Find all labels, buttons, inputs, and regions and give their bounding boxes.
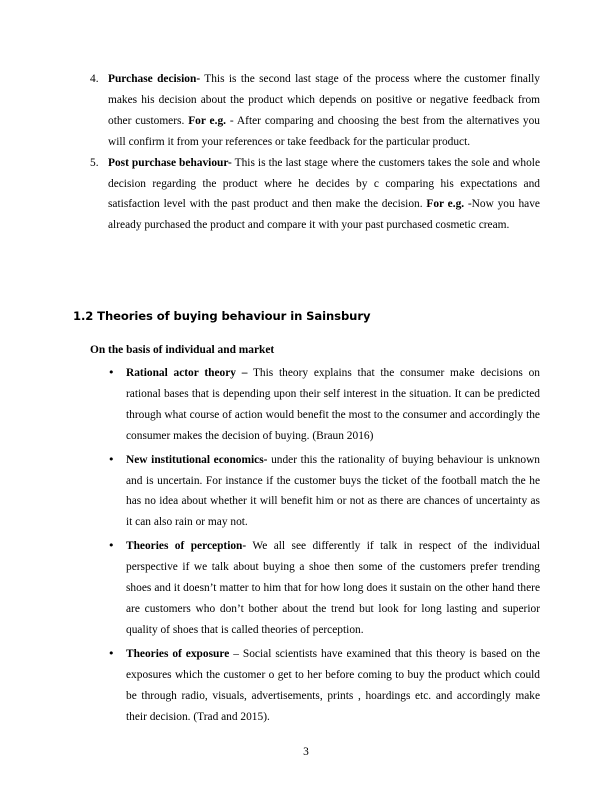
item-term: Post purchase behaviour- (108, 156, 232, 169)
bullet-text: This theory explains that the consumer make decisions on rational bases that is depending upon their self interest in the situation. It can be predicted through what course of action would benefit the most to the consumer and accordingly the consumer makes the decision of buying. (Braun 2016) (126, 367, 540, 442)
item-text: This is the last stage where the customers takes the sole and whole decision regarding the product where he decides by c comparing his expectations and satisfaction level with the past product and then make the decision. (108, 156, 540, 211)
bullet-text: We all see differently if talk in respect of the individual perspective if we talk about buying a shoe then some of the customers prefer trending shoes and it doesn’t matter to him that for how long does it sustain on the other hand there are customers who don’t bother about the trend but look for long lasting and superior quality of shoes that is called theories of perception. (126, 540, 540, 636)
bullet-term: Theories of perception- (126, 540, 247, 553)
bullet-item (108, 363, 540, 447)
bullet-icon: • (108, 366, 115, 379)
bullet-term: Theories of exposure (126, 647, 230, 660)
item-text: This is the second last stage of the process where the customer finally makes his decision about the product which depends on positive or negative feedback from other customers. (108, 73, 540, 127)
list-item (90, 153, 540, 237)
bullet-item (108, 450, 540, 534)
item-term: Purchase decision- (108, 73, 201, 85)
page-number: 3 (303, 746, 309, 758)
bullet-text: under this the rationality of buying behaviour is unknown and is uncertain. For instance if the customer buys the ticket of the football match the he has no idea about whether it will benefit him or not as there are chances of uncertainty as it can also rain or may not. (126, 453, 541, 529)
list-marker: 4. (90, 73, 99, 85)
list-item (90, 69, 540, 153)
subheading: On the basis of individual and market (90, 344, 275, 356)
numbered-list (90, 69, 540, 236)
bullet-icon: • (108, 646, 115, 660)
bullet-term: New institutional economics- (126, 453, 268, 466)
example-label: For e.g. (426, 198, 465, 211)
example-label: For e.g. (188, 114, 227, 127)
list-marker: 5. (90, 156, 99, 169)
bullet-icon: • (108, 452, 115, 466)
bullet-term: Rational actor theory – (126, 367, 248, 379)
item-text: - After comparing and choosing the best from the alternatives you will confirm it from your references or take feedback for the particular product. (108, 114, 540, 148)
bullet-icon: • (108, 539, 115, 553)
bullet-item (108, 536, 540, 641)
bullet-list (108, 363, 540, 730)
bullet-text: – Social scientists have examined that this theory is based on the exposures which the customer o get to her before coming to buy the product which could be through radio, visuals, advertisements, prints , hoardings etc. and accordingly make their decision. (Trad and 2015). (126, 647, 541, 723)
item-text: -Now you have already purchased the product and compare it with your past purchased cosmetic cream. (108, 198, 540, 232)
section-heading: 1.2 Theories of buying behaviour in Sainsbury (73, 309, 371, 323)
bullet-item (108, 644, 540, 728)
